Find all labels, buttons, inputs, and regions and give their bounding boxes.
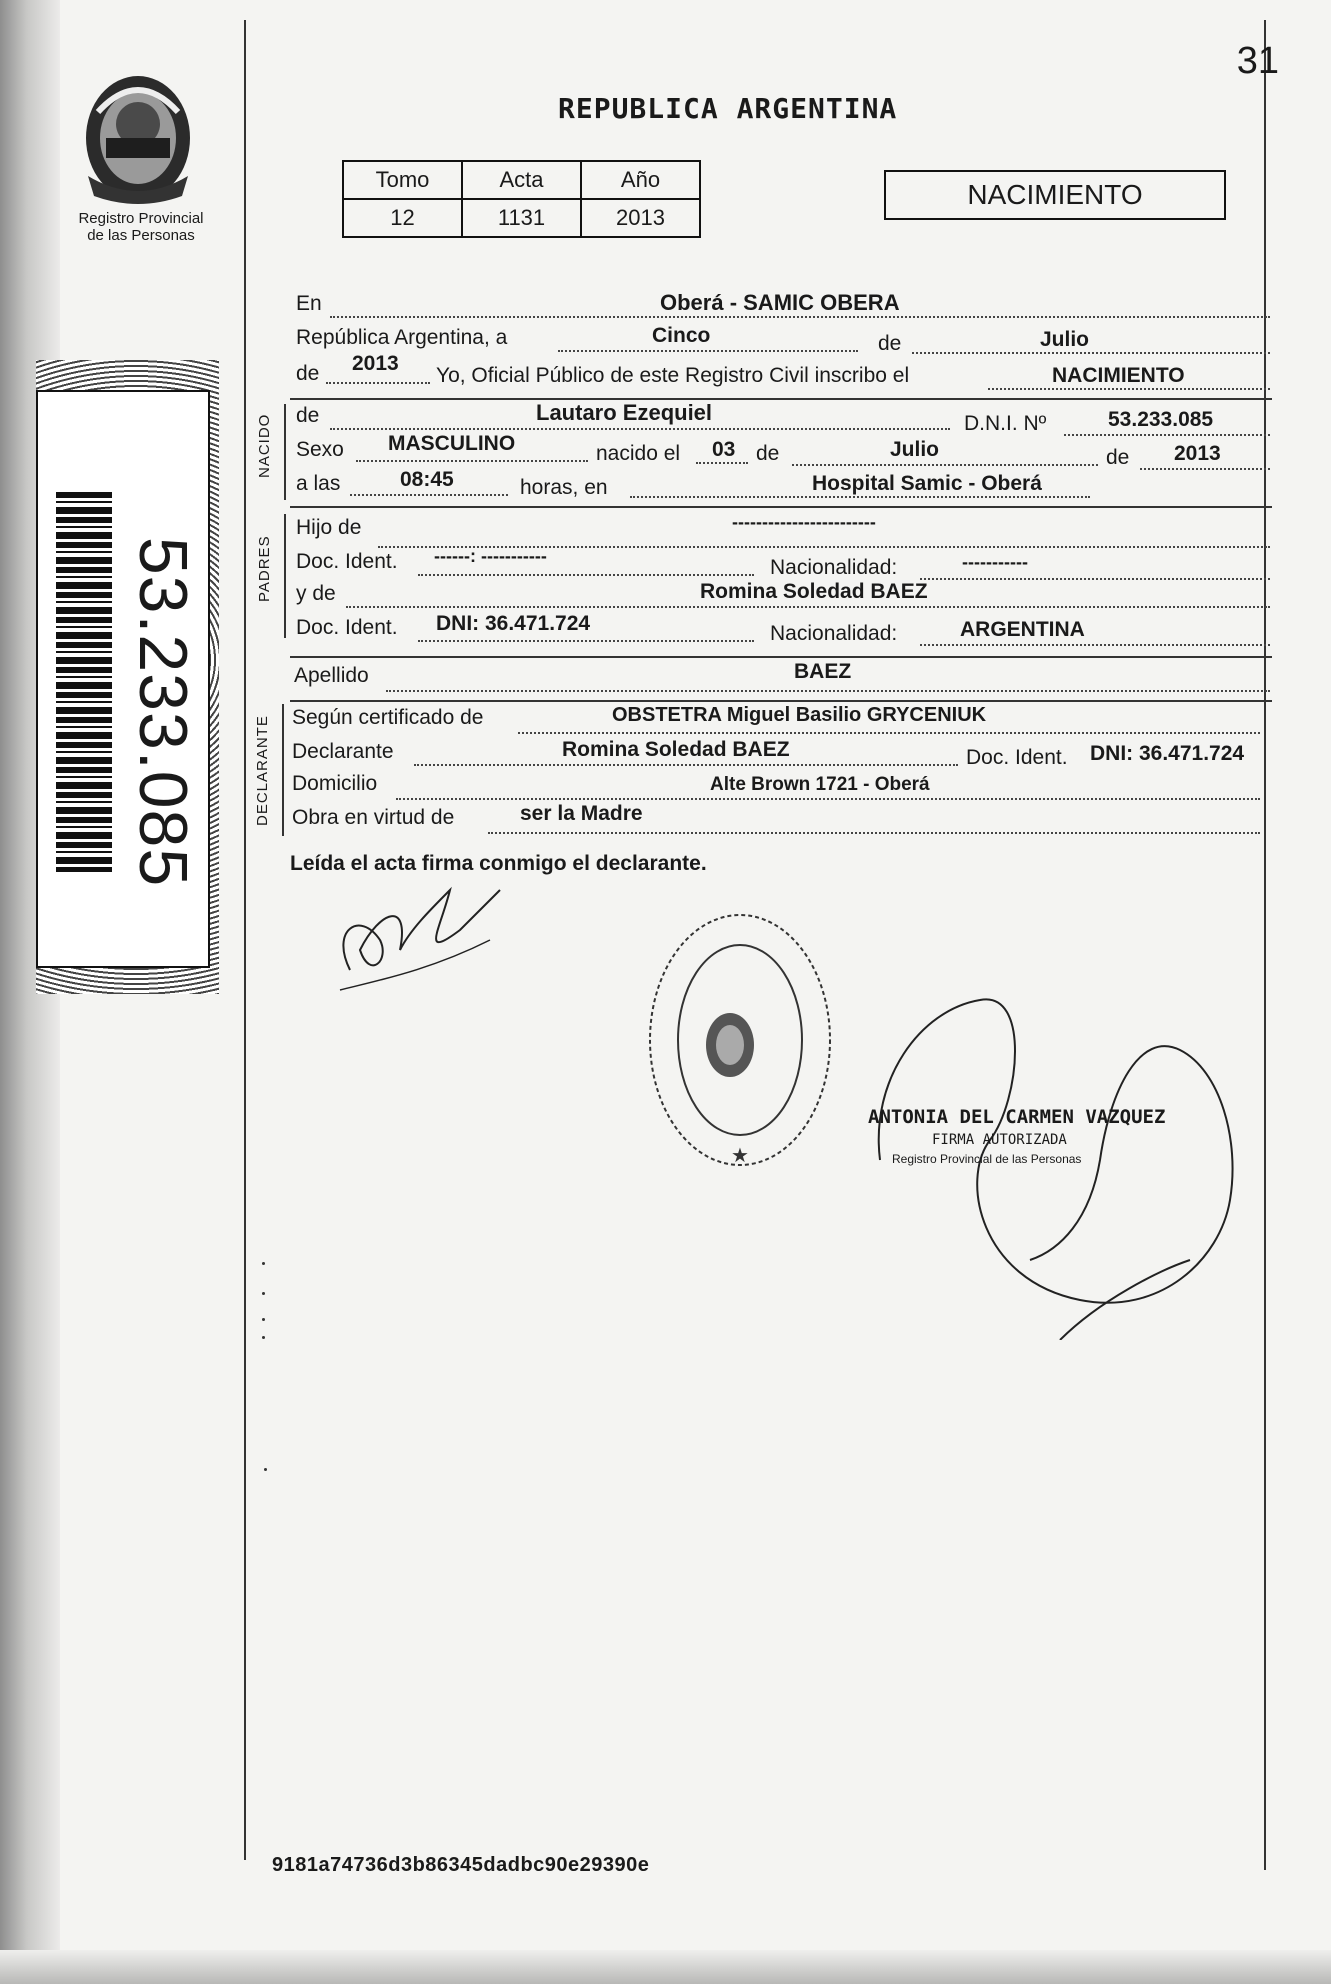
provincial-seal-logo — [78, 72, 198, 212]
dotted-line — [330, 428, 950, 430]
declarante-value: Romina Soledad BAEZ — [562, 738, 790, 761]
apellido-value: BAEZ — [794, 660, 852, 683]
declarante-doc: DNI: 36.471.724 — [1090, 742, 1245, 765]
value-acta: 1131 — [462, 199, 581, 237]
declarante-doc-label: Doc. Ident. — [966, 746, 1068, 769]
margin-dot — [262, 1318, 265, 1321]
security-strip — [36, 360, 219, 994]
dotted-line — [912, 352, 1270, 354]
child-dni: 53.233.085 — [1108, 408, 1214, 431]
birth-year-de-label: de — [1106, 446, 1130, 469]
section-declarante: DECLARANTE — [254, 715, 271, 826]
father-name: ------------------------ — [732, 512, 876, 532]
margin-dot — [264, 1468, 267, 1471]
nacido-de-label: de — [296, 404, 320, 427]
birth-day: 03 — [712, 438, 736, 461]
nacido-el-label: nacido el — [596, 442, 681, 465]
header-tomo: Tomo — [343, 161, 462, 199]
section-divider — [290, 700, 1272, 702]
dotted-line — [418, 574, 754, 576]
sexo-value: MASCULINO — [388, 432, 516, 455]
dotted-line — [518, 732, 1260, 734]
section-bracket — [284, 514, 286, 638]
month-value: Julio — [1040, 328, 1090, 351]
margin-dot — [262, 1262, 265, 1265]
margin-dot — [262, 1336, 265, 1339]
barcode — [56, 492, 112, 872]
dotted-line — [346, 606, 1270, 608]
section-nacido: NACIDO — [256, 413, 273, 478]
place-value: Oberá - SAMIC OBERA — [660, 290, 900, 315]
birth-de-label: de — [756, 442, 780, 465]
header-acta: Acta — [462, 161, 581, 199]
father-nat-label: Nacionalidad: — [770, 556, 898, 579]
father-nationality: ----------- — [962, 552, 1028, 572]
scan-shadow-bottom — [0, 1950, 1331, 1984]
dotted-line — [414, 764, 958, 766]
registry-name-line2: de las Personas — [87, 227, 195, 244]
dotted-line — [350, 494, 508, 496]
official-seal — [640, 900, 840, 1180]
dotted-line — [558, 350, 858, 352]
svg-text:★: ★ — [731, 1143, 749, 1167]
official-stamp — [868, 1106, 1248, 1166]
official-org: Registro Provincial de las Personas — [892, 1152, 1082, 1166]
dotted-line — [792, 464, 1098, 466]
hijo-de-label: Hijo de — [296, 516, 362, 539]
dotted-line — [356, 460, 588, 462]
sexo-label: Sexo — [296, 438, 344, 461]
oficial-text: Yo, Oficial Público de este Registro Civil inscribo el — [436, 364, 910, 387]
de-year-label: de — [296, 362, 320, 385]
official-name: ANTONIA DEL CARMEN VAZQUEZ — [868, 1106, 1166, 1128]
mother-name: Romina Soledad BAEZ — [700, 580, 928, 603]
section-bracket — [282, 704, 284, 836]
page-number: 31 — [1236, 40, 1279, 82]
country-title: REPUBLICA ARGENTINA — [558, 92, 898, 125]
dotted-line — [326, 382, 430, 384]
year-value: 2013 — [352, 352, 399, 375]
section-divider — [290, 398, 1272, 400]
dotted-line — [488, 832, 1260, 834]
dotted-line — [386, 690, 1270, 692]
section-divider — [290, 656, 1272, 658]
dotted-line — [396, 798, 1260, 800]
strip-number — [118, 432, 208, 992]
child-name: Lautaro Ezequiel — [536, 400, 713, 425]
value-anio: 2013 — [581, 199, 700, 237]
mother-doc-label: Doc. Ident. — [296, 616, 398, 639]
a-las-label: a las — [296, 472, 341, 495]
declarant-signature — [320, 870, 520, 1000]
left-margin-line — [244, 20, 246, 1860]
header-anio: Año — [581, 161, 700, 199]
closing-statement: Leída el acta firma conmigo el declarante. — [290, 852, 707, 875]
section-padres: PADRES — [256, 535, 273, 602]
section-divider — [290, 506, 1272, 508]
mother-doc: DNI: 36.471.724 — [436, 612, 591, 635]
cert-value: OBSTETRA Miguel Basilio GRYCENIUK — [612, 704, 987, 726]
birth-time: 08:45 — [400, 468, 454, 491]
en-label: En — [296, 292, 322, 315]
father-doc: ------: ----------- — [434, 546, 547, 566]
y-de-label: y de — [296, 582, 336, 605]
dotted-line — [630, 496, 1090, 498]
de-label: de — [878, 332, 902, 355]
margin-dot — [262, 1292, 265, 1295]
dotted-line — [920, 644, 1270, 646]
strip-label — [36, 390, 210, 968]
dotted-line — [1064, 434, 1270, 436]
strip-number-text: 53.233.085 — [125, 536, 201, 888]
registry-name — [66, 210, 216, 244]
obra-value: ser la Madre — [520, 802, 643, 825]
official-role: FIRMA AUTORIZADA — [932, 1132, 1067, 1148]
father-doc-label: Doc. Ident. — [296, 550, 398, 573]
dotted-line — [330, 316, 1270, 318]
dotted-line — [1140, 468, 1270, 470]
apellido-label: Apellido — [294, 664, 369, 687]
declarante-label: Declarante — [292, 740, 394, 763]
cert-label: Según certificado de — [292, 706, 484, 729]
dotted-line — [988, 388, 1270, 390]
domicilio-value: Alte Brown 1721 - Oberá — [710, 774, 930, 795]
dotted-line — [920, 578, 1270, 580]
day-value: Cinco — [652, 324, 711, 347]
republica-label: República Argentina, a — [296, 326, 508, 349]
section-bracket — [284, 404, 286, 500]
dotted-line — [696, 462, 748, 464]
dotted-line — [418, 640, 754, 642]
mother-nationality: ARGENTINA — [960, 618, 1085, 641]
domicilio-label: Domicilio — [292, 772, 378, 795]
mother-nat-label: Nacionalidad: — [770, 622, 898, 645]
horas-label: horas, en — [520, 476, 608, 499]
dni-label: D.N.I. Nº — [964, 412, 1047, 435]
right-margin-line — [1264, 20, 1266, 1870]
value-tomo: 12 — [343, 199, 462, 237]
record-table — [342, 160, 701, 238]
obra-label: Obra en virtud de — [292, 806, 455, 829]
birth-place: Hospital Samic - Oberá — [812, 472, 1042, 495]
birth-month: Julio — [890, 438, 940, 461]
registry-name-line1: Registro Provincial — [78, 210, 204, 227]
birth-year: 2013 — [1174, 442, 1221, 465]
document-hash: 9181a74736d3b86345dadbc90e29390e — [272, 1854, 650, 1876]
record-type-box: NACIMIENTO — [884, 170, 1226, 220]
act-type-value: NACIMIENTO — [1052, 364, 1185, 387]
